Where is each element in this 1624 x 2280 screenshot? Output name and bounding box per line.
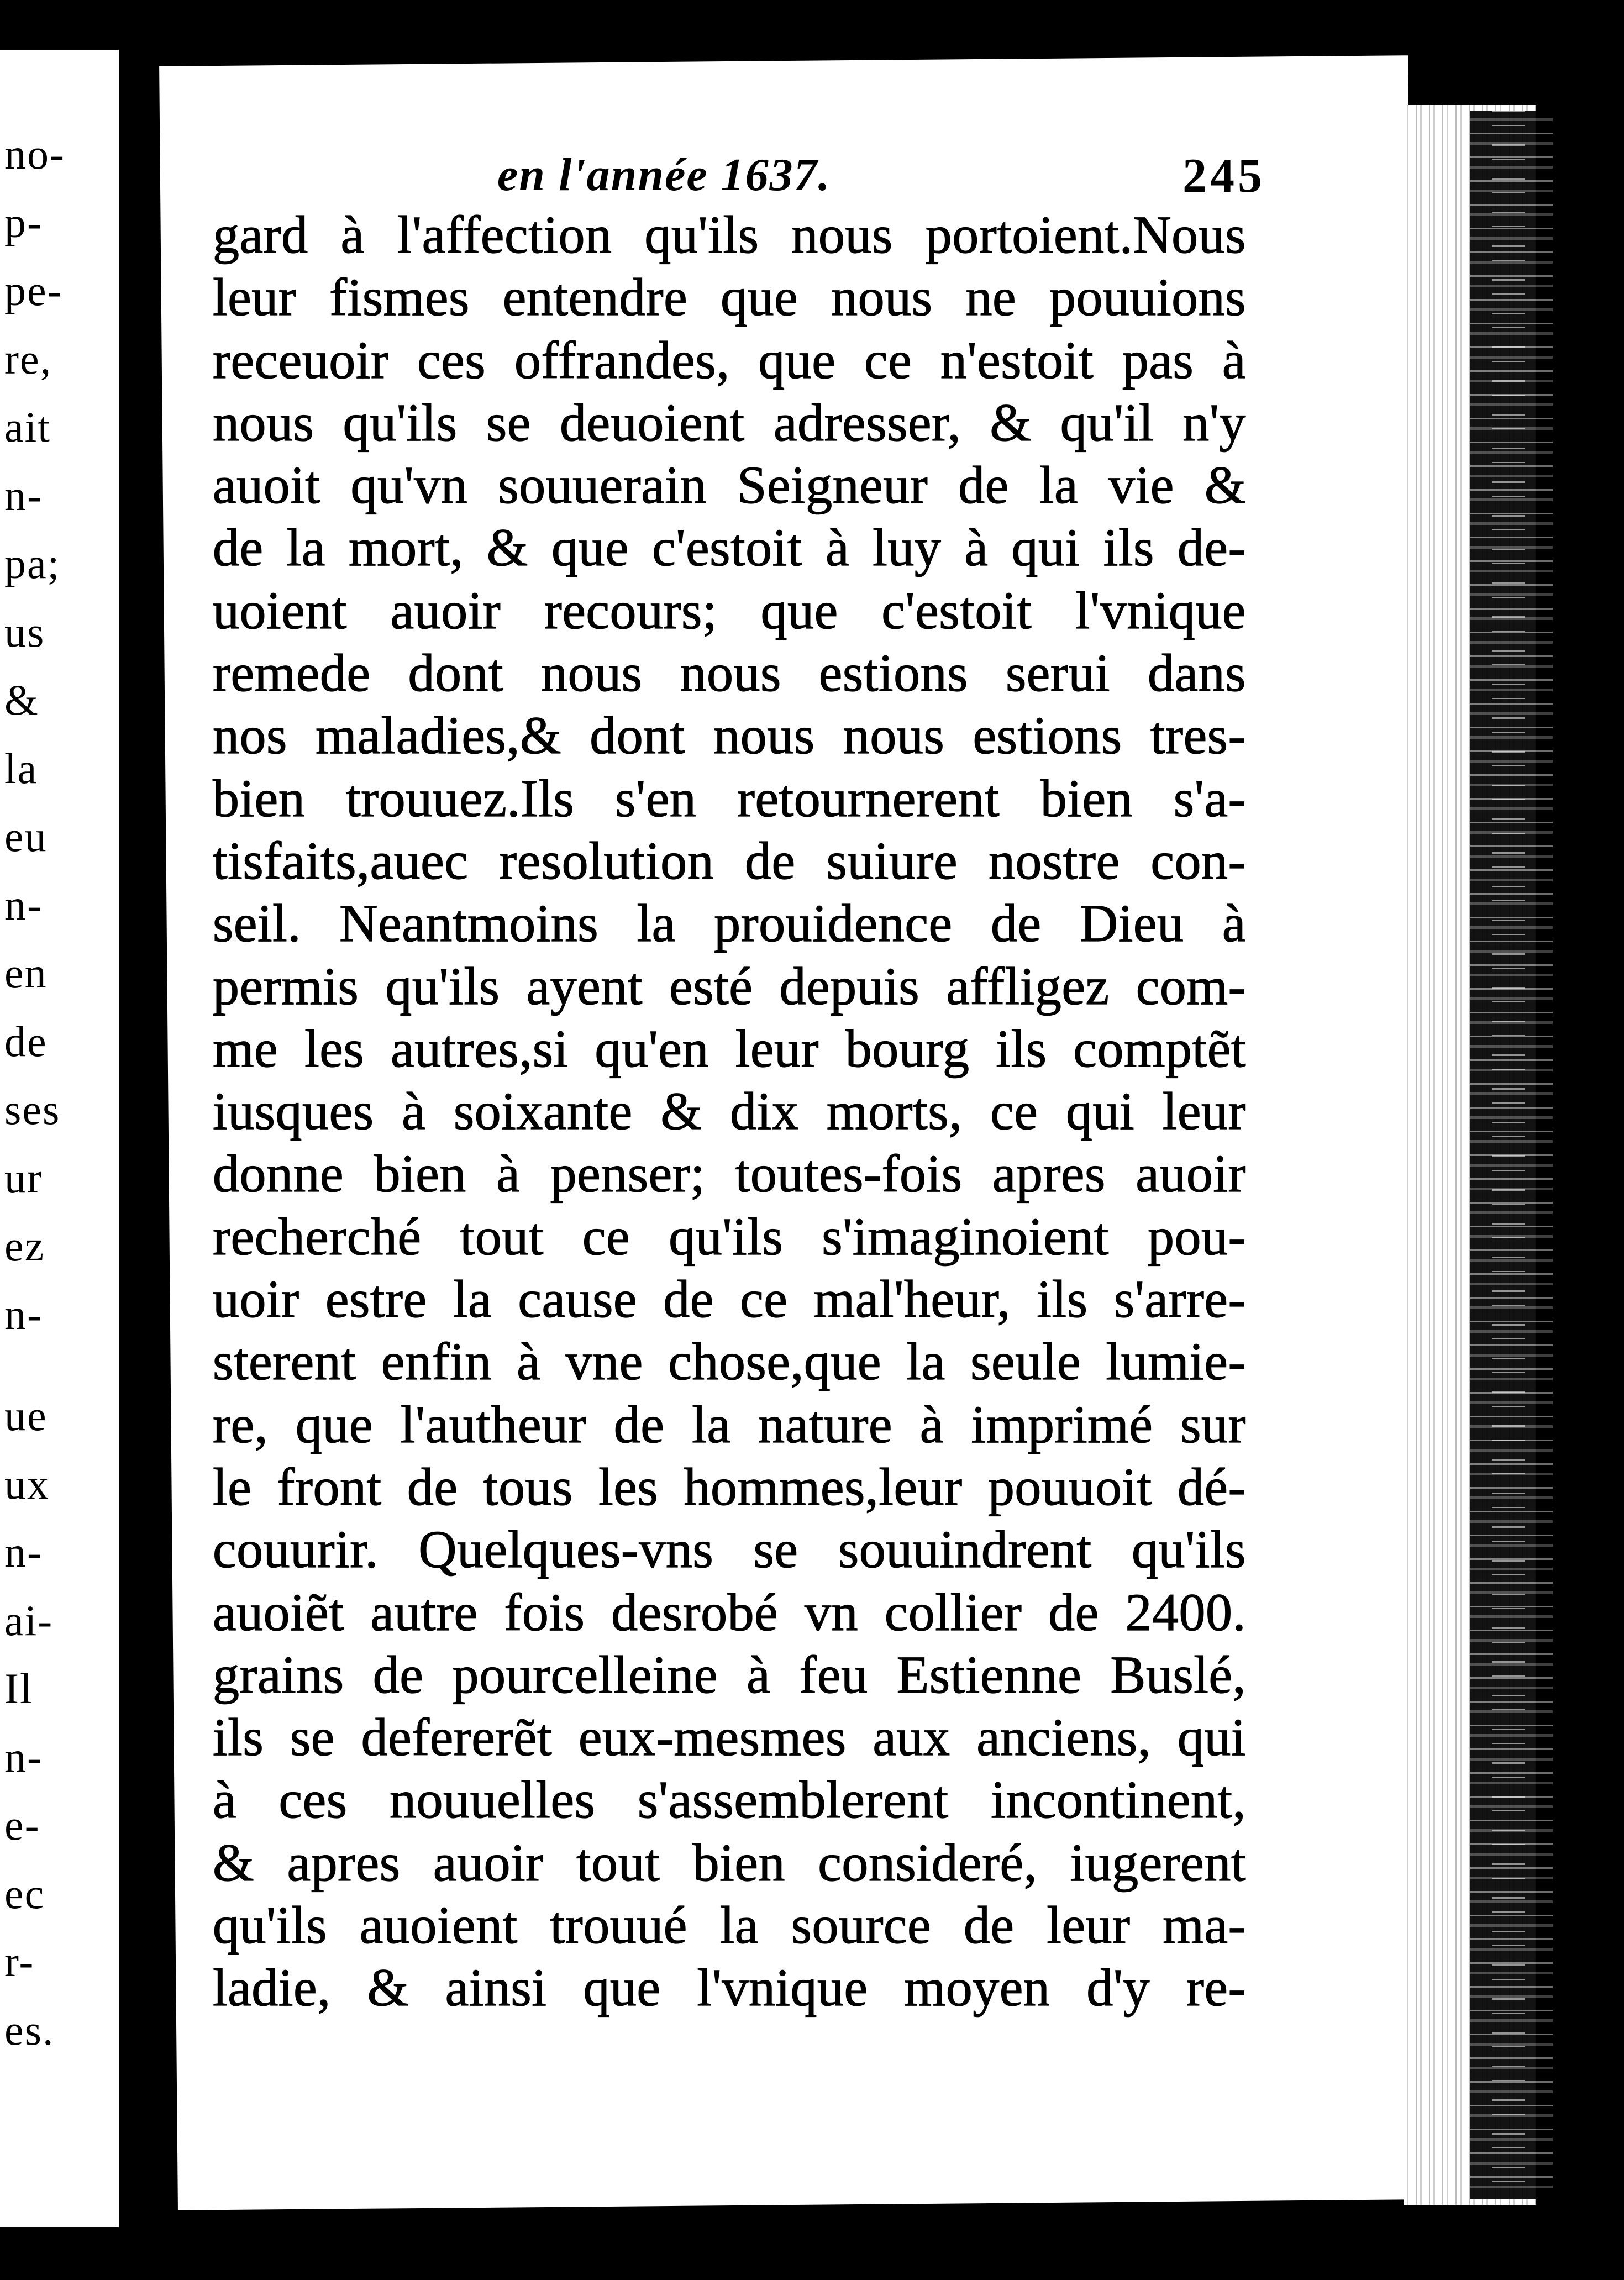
left-page-text-fragment: ez [4, 1222, 45, 1270]
text-line: grains de pourcelleine à feu Estienne Buslé, [213, 1645, 1246, 1704]
text-line: le front de tous les hommes,leur pouuoit dé- [213, 1457, 1246, 1516]
left-page-text-fragment: ur [4, 1153, 43, 1202]
left-page-text-fragment: Il [4, 1664, 33, 1712]
text-line: ils se defererẽt eux-mesmes aux anciens, qui [213, 1708, 1246, 1767]
text-line: bien trouuez.Ils s'en retournerent bien s'a- [213, 768, 1246, 828]
left-page-text-fragment: ait [4, 403, 51, 451]
text-line: seil. Neantmoins la prouidence de Dieu à [213, 894, 1246, 953]
page-header [326, 148, 1265, 203]
left-page-text-fragment: la [4, 744, 38, 792]
left-page-text-fragment: n- [4, 880, 43, 929]
text-line: gard à l'affection qu'ils nous portoient.Nous [213, 205, 1246, 264]
text-line: couurir. Quelques-vns se souuindrent qu'ils [213, 1520, 1246, 1579]
text-line: auoiẽt autre fois desrobé vn collier de 2400. [213, 1582, 1246, 1642]
left-page-text-fragment: eu [4, 812, 48, 860]
text-line: à ces nouuelles s'assemblerent incontinent, [213, 1770, 1246, 1830]
text-line: auoit qu'vn souuerain Seigneur de la vie & [213, 455, 1246, 515]
text-line: sterent enfin à vne chose,que la seule lumie- [213, 1332, 1246, 1391]
left-page-text-fragment: re, [4, 334, 52, 383]
left-page-text-fragment: n- [4, 471, 43, 519]
text-line: donne bien à penser; toutes-fois apres auoir [213, 1144, 1246, 1204]
text-line: remede dont nous nous estions serui dans [213, 643, 1246, 703]
left-page-text-fragment: es. [4, 2005, 55, 2054]
left-page-text-fragment: de [4, 1017, 48, 1065]
left-page-text-fragment: ux [4, 1459, 50, 1508]
left-page-text-fragment: n- [4, 1290, 43, 1338]
left-page-text-fragment: pa; [4, 539, 61, 587]
left-facing-page-fragment [0, 50, 119, 2227]
left-page-text-fragment: r- [4, 1937, 35, 1985]
left-page-text-fragment: en [4, 949, 48, 997]
left-page-text-fragment: ai- [4, 1596, 54, 1645]
left-page-text-fragment: n- [4, 1732, 43, 1781]
text-line: ladie, & ainsi que l'vnique moyen d'y re- [213, 1958, 1246, 2018]
left-page-text-fragment: no- [4, 130, 65, 178]
text-line: iusques à soixante & dix morts, ce qui leur [213, 1081, 1246, 1141]
book-fore-edge-speckle [1492, 111, 1525, 2199]
left-page-text-fragment: & [4, 676, 39, 724]
text-line: tisfaits,auec resolution de suiure nostre con- [213, 831, 1246, 890]
left-page-text-fragment: ec [4, 1869, 45, 1917]
text-line: nous qu'ils se deuoient adresser, & qu'il n'y [213, 392, 1246, 452]
left-page-text-fragment: pe- [4, 266, 63, 314]
text-line: uoient auoir recours; que c'estoit l'vnique [213, 580, 1246, 640]
left-page-text-fragment: p- [4, 198, 43, 246]
text-line: leur fismes entendre que nous ne pouuions [213, 267, 1246, 327]
left-page-text-fragment: us [4, 607, 45, 656]
text-line: re, que l'autheur de la nature à imprimé sur [213, 1394, 1246, 1454]
text-line: permis qu'ils ayent esté depuis affligez com- [213, 956, 1246, 1016]
text-line: uoir estre la cause de ce mal'heur, ils s'arre- [213, 1269, 1246, 1329]
text-line: qu'ils auoient trouué la source de leur ma- [213, 1895, 1246, 1955]
running-head: en l'année 1637. [497, 149, 831, 201]
text-line: recherché tout ce qu'ils s'imaginoient pou- [213, 1206, 1246, 1266]
body-text [213, 203, 1246, 2019]
text-line: me les autres,si qu'en leur bourg ils comptẽt [213, 1018, 1246, 1078]
text-line: nos maladies,& dont nous nous estions tres- [213, 706, 1246, 765]
left-page-text-fragment: ses [4, 1085, 61, 1133]
text-line: de la mort, & que c'estoit à luy à qui ils de- [213, 518, 1246, 577]
text-line: receuoir ces offrandes, que ce n'estoit pas à [213, 330, 1246, 390]
page-number: 245 [1182, 149, 1265, 203]
text-line: & apres auoir tout bien consideré, iugerent [213, 1832, 1246, 1892]
left-page-text-fragment: n- [4, 1528, 43, 1576]
left-page-text-fragment: ue [4, 1391, 48, 1440]
left-page-text-fragment: e- [4, 1801, 40, 1849]
